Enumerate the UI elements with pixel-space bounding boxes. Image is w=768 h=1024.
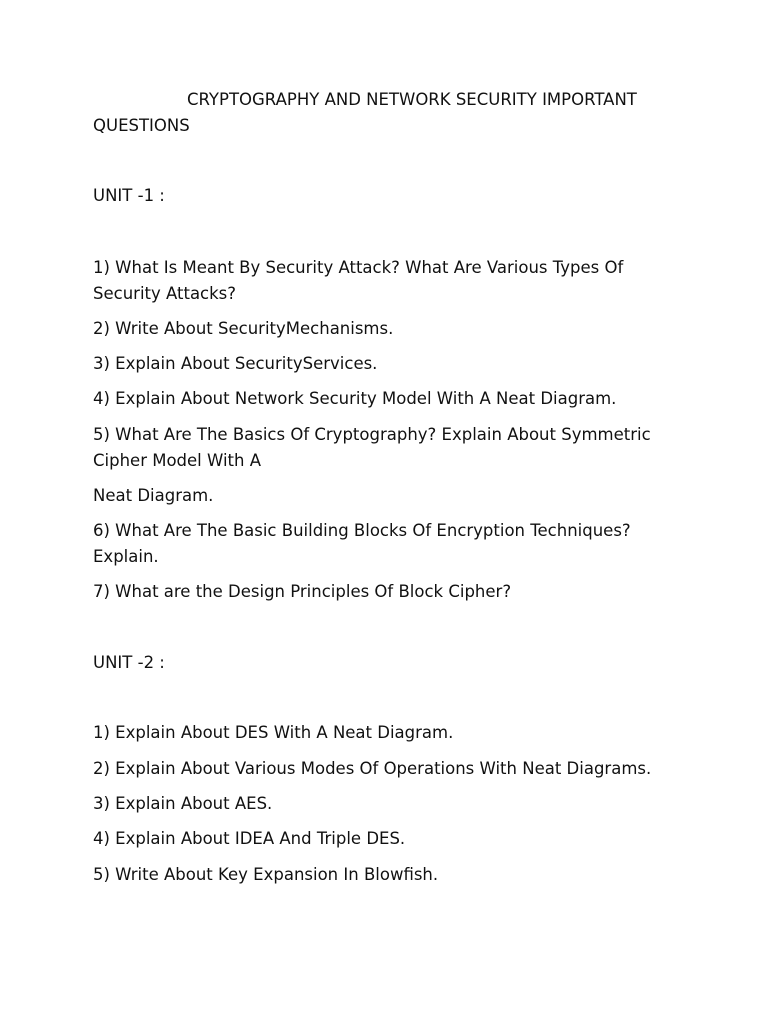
unit-2-question-3: 3) Explain About AES. [93, 794, 273, 813]
unit-1-question-7: 7) What are the Design Principles Of Block Cipher? [93, 582, 512, 601]
unit-1-question-4: 4) Explain About Network Security Model With A Neat Diagram. [93, 389, 617, 408]
unit-2-heading: UNIT -2 : [93, 653, 165, 672]
unit-2-question-2: 2) Explain About Various Modes Of Operations With Neat Diagrams. [93, 759, 652, 778]
unit-1-question-5-line-1: 5) What Are The Basics Of Cryptography? Explain About Symmetric [93, 425, 651, 444]
unit-1-question-1-line-2: Security Attacks? [93, 284, 237, 303]
unit-1-question-5-line-2: Cipher Model With A [93, 451, 261, 470]
unit-2-question-1: 1) Explain About DES With A Neat Diagram. [93, 723, 454, 742]
unit-1-question-6-line-1: 6) What Are The Basic Building Blocks Of Encryption Techniques? [93, 521, 631, 540]
unit-1-question-2: 2) Write About SecurityMechanisms. [93, 319, 394, 338]
unit-1-question-1-line-1: 1) What Is Meant By Security Attack? What Are Various Types Of [93, 258, 624, 277]
document-title-line-2: QUESTIONS [93, 116, 190, 135]
unit-1-question-6-line-2: Explain. [93, 547, 159, 566]
unit-1-heading: UNIT -1 : [93, 186, 165, 205]
unit-1-question-5-line-3: Neat Diagram. [93, 486, 214, 505]
unit-1-question-3: 3) Explain About SecurityServices. [93, 354, 378, 373]
document-title-line-1: CRYPTOGRAPHY AND NETWORK SECURITY IMPORTANT [187, 90, 637, 109]
unit-2-question-5: 5) Write About Key Expansion In Blowfish. [93, 865, 439, 884]
unit-2-question-4: 4) Explain About IDEA And Triple DES. [93, 829, 406, 848]
